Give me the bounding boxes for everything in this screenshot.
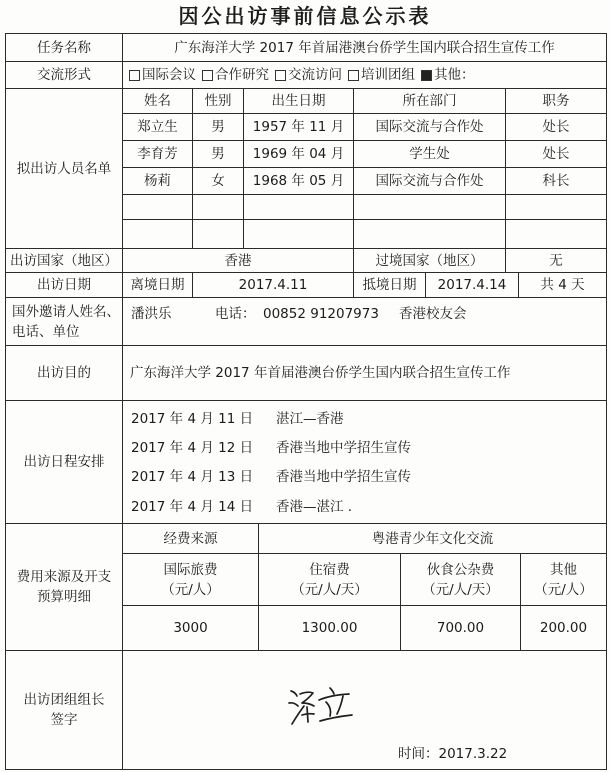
purpose-value: 广东海洋大学 2017 年首届港澳台侨学生国内联合招生宣传工作 bbox=[123, 346, 607, 401]
schedule-activity: 香港当地中学招生宣传 bbox=[276, 440, 411, 456]
schedule-activity: 香港当地中学招生宣传 bbox=[276, 469, 411, 485]
schedule-activity: 香港—湛江 . bbox=[276, 499, 353, 515]
return-date: 2017.4.14 bbox=[426, 273, 519, 298]
task-name-value: 广东海洋大学 2017 年首届港澳台侨学生国内联合招生宣传工作 bbox=[123, 34, 607, 62]
checkbox bbox=[202, 70, 213, 81]
destination-label: 出访国家（地区） bbox=[6, 249, 123, 273]
task-name-label: 任务名称 bbox=[6, 34, 123, 62]
exchange-form-label: 交流形式 bbox=[6, 62, 123, 89]
checkbox bbox=[348, 70, 359, 81]
option-international-conference bbox=[129, 65, 196, 85]
person-gender: 男 bbox=[193, 141, 244, 168]
person-position: 处长 bbox=[506, 114, 607, 141]
form-table bbox=[5, 33, 607, 770]
header-meals-incidentals: 伙食公杂费 （元/人/天） bbox=[401, 554, 521, 606]
personnel-label: 拟出访人员名单 bbox=[6, 89, 123, 249]
option-label: 合作研究 bbox=[215, 67, 269, 83]
schedule-date: 2017 年 4 月 11 日 bbox=[131, 411, 254, 427]
inviter-name: 潘洪乐 bbox=[131, 306, 172, 322]
person-department: 国际交流与合作处 bbox=[354, 114, 506, 141]
value-meals-incidentals: 700.00 bbox=[401, 606, 521, 651]
empty-cell bbox=[244, 195, 354, 220]
empty-cell bbox=[354, 220, 506, 249]
total-days: 共 4 天 bbox=[519, 273, 607, 298]
option-label: 培训团组 bbox=[361, 67, 415, 83]
purpose-label: 出访目的 bbox=[6, 346, 123, 401]
handwritten-signature bbox=[286, 684, 356, 730]
exchange-form-options bbox=[123, 62, 607, 89]
return-label: 抵境日期 bbox=[354, 273, 426, 298]
header-international-travel: 国际旅费 （元/人） bbox=[123, 554, 259, 606]
header-name: 姓名 bbox=[123, 89, 193, 114]
empty-cell bbox=[506, 220, 607, 249]
transit-value: 无 bbox=[506, 249, 607, 273]
destination-value: 香港 bbox=[123, 249, 354, 273]
person-gender: 男 bbox=[193, 114, 244, 141]
header-other-costs: 其他 （元/人） bbox=[521, 554, 607, 606]
person-department: 学生处 bbox=[354, 141, 506, 168]
signature-area bbox=[123, 651, 607, 770]
schedule-list bbox=[123, 401, 607, 524]
schedule-date: 2017 年 4 月 14 日 bbox=[131, 499, 254, 515]
empty-cell bbox=[193, 195, 244, 220]
person-birth-date: 1968 年 05 月 bbox=[244, 168, 354, 195]
person-department: 国际交流与合作处 bbox=[354, 168, 506, 195]
option-exchange-visit bbox=[275, 65, 342, 85]
person-birth-date: 1969 年 04 月 bbox=[244, 141, 354, 168]
header-position: 职务 bbox=[506, 89, 607, 114]
leader-signature-label: 出访团组组长 签字 bbox=[6, 651, 123, 770]
departure-label: 离境日期 bbox=[123, 273, 193, 298]
schedule-activity: 湛江—香港 bbox=[276, 411, 344, 427]
value-international-travel: 3000 bbox=[123, 606, 259, 651]
empty-cell bbox=[244, 220, 354, 249]
empty-cell bbox=[354, 195, 506, 220]
empty-cell bbox=[123, 220, 193, 249]
person-name: 杨莉 bbox=[123, 168, 193, 195]
checkbox bbox=[275, 70, 286, 81]
funding-source-label: 经费来源 bbox=[123, 524, 259, 554]
person-position: 处长 bbox=[506, 141, 607, 168]
option-label: 其他： bbox=[434, 67, 475, 83]
person-gender: 女 bbox=[193, 168, 244, 195]
schedule-date: 2017 年 4 月 13 日 bbox=[131, 469, 254, 485]
empty-cell bbox=[123, 195, 193, 220]
empty-cell bbox=[193, 220, 244, 249]
inviter-label: 国外邀请人姓名、 电话、单位 bbox=[6, 298, 123, 346]
option-cooperative-research bbox=[202, 65, 269, 85]
empty-cell bbox=[506, 195, 607, 220]
checkbox bbox=[421, 70, 432, 81]
signature-date: 时间：2017.3.22 bbox=[398, 746, 508, 762]
inviter-organization: 香港校友会 bbox=[399, 306, 467, 322]
option-label: 国际会议 bbox=[142, 67, 196, 83]
person-name: 郑立生 bbox=[123, 114, 193, 141]
budget-label: 费用来源及开支 预算明细 bbox=[6, 524, 123, 651]
option-label: 交流访问 bbox=[288, 67, 342, 83]
value-other-costs: 200.00 bbox=[521, 606, 607, 651]
option-training-group bbox=[348, 65, 415, 85]
value-accommodation: 1300.00 bbox=[259, 606, 401, 651]
inviter-phone-label: 电话： bbox=[215, 306, 256, 322]
header-department: 所在部门 bbox=[354, 89, 506, 114]
checkbox bbox=[129, 70, 140, 81]
inviter-phone: 00852 91207973 bbox=[263, 306, 379, 322]
visit-dates-label: 出访日期 bbox=[6, 273, 123, 298]
transit-label: 过境国家（地区） bbox=[354, 249, 506, 273]
schedule-date: 2017 年 4 月 12 日 bbox=[131, 440, 254, 456]
header-accommodation: 住宿费 （元/人/天） bbox=[259, 554, 401, 606]
header-birth-date: 出生日期 bbox=[244, 89, 354, 114]
person-birth-date: 1957 年 11 月 bbox=[244, 114, 354, 141]
header-gender: 性别 bbox=[193, 89, 244, 114]
inviter-info bbox=[123, 298, 607, 346]
form-title: 因公出访事前信息公示表 bbox=[178, 4, 432, 28]
option-other bbox=[421, 65, 475, 85]
departure-date: 2017.4.11 bbox=[193, 273, 354, 298]
schedule-label: 出访日程安排 bbox=[6, 401, 123, 524]
funding-source-value: 粤港青少年文化交流 bbox=[259, 524, 607, 554]
person-name: 李育芳 bbox=[123, 141, 193, 168]
person-position: 科长 bbox=[506, 168, 607, 195]
